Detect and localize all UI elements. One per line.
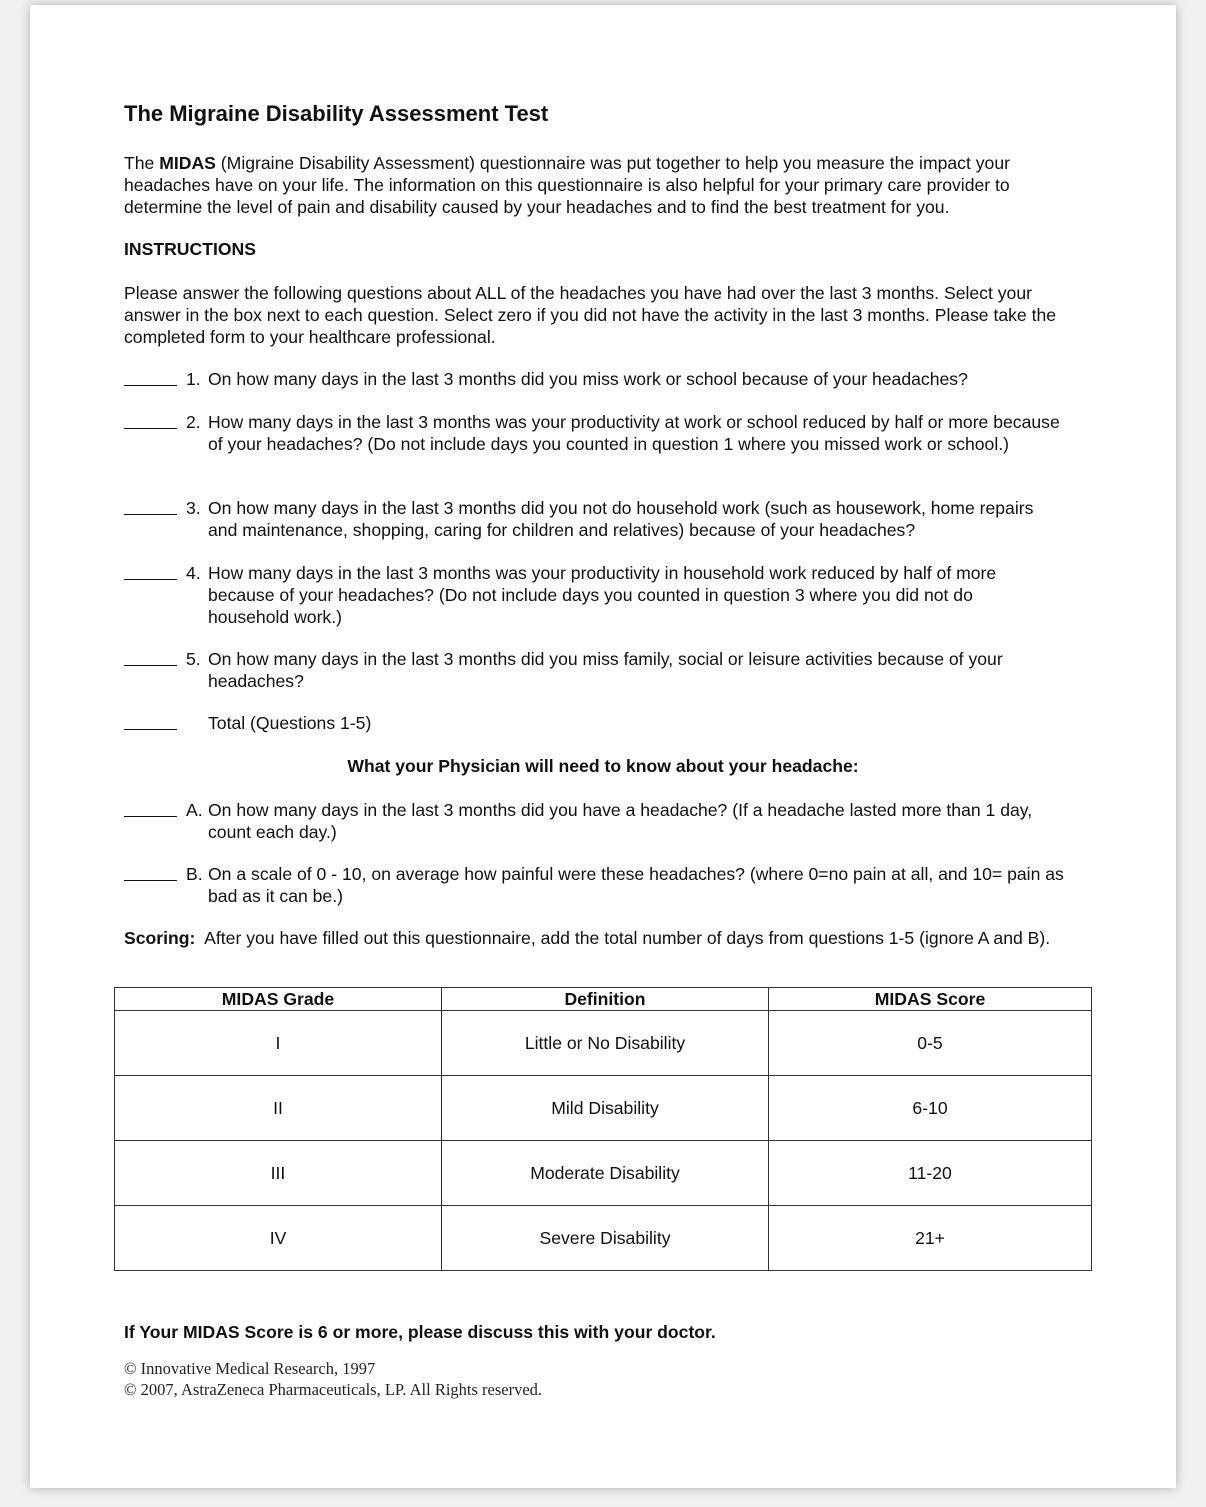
definition-cell: Mild Disability [442, 1076, 769, 1141]
table-row [115, 1141, 1092, 1206]
copyright-line: © 2007, AstraZeneca Pharmaceuticals, LP. All Rights reserved. [124, 1380, 543, 1399]
grade-cell: IV [115, 1206, 442, 1271]
scoring-label: Scoring: [124, 928, 196, 948]
question-number: 3. [186, 498, 201, 518]
question-text: On how many days in the last 3 months did you miss work or school because of your headaches? [208, 369, 968, 389]
physician-heading: What your Physician will need to know about your headache: [347, 756, 859, 776]
question-letter: A. [186, 800, 203, 820]
intro-paragraph [124, 153, 1084, 218]
question-number: 4. [186, 563, 201, 583]
question-text: On how many days in the last 3 months did you not do household work (such as housework, home repairs and maintenance, shopping, caring for children and relatives) because of your headaches? [208, 498, 1034, 540]
question-number: 5. [186, 649, 201, 669]
scoring-text: After you have filled out this questionnaire, add the total number of days from questions 1-5 (ignore A and B). [195, 928, 1051, 948]
scoring-paragraph [124, 928, 1064, 950]
question-letter: B. [186, 864, 203, 884]
intro-midas: MIDAS [159, 153, 216, 173]
definition-cell: Moderate Disability [442, 1141, 769, 1206]
intro-lead: The [124, 153, 160, 173]
question-text: On how many days in the last 3 months did you have a headache? (If a headache lasted more than 1 day, count each day.) [208, 800, 1033, 842]
question-text: On how many days in the last 3 months did you miss family, social or leisure activities because of your headaches? [208, 649, 1003, 691]
grade-cell: II [115, 1076, 442, 1141]
table-row [115, 1206, 1092, 1271]
table-row [115, 1076, 1092, 1141]
answer-blank[interactable] [124, 800, 177, 817]
answer-blank[interactable] [124, 369, 177, 386]
definition-cell: Severe Disability [442, 1206, 769, 1271]
midas-grade-table [114, 987, 1092, 1271]
question-text: How many days in the last 3 months was your productivity at work or school reduced by half or more because of your headaches? (Do not include days you counted in question 1 where you missed work or school.) [208, 412, 1060, 454]
instructions-text: Please answer the following questions about ALL of the headaches you have had over the last 3 months. Select your answer in the box next to each question. Select zero if you did not have the activity in the last 3 months. Please take the completed form to your healthcare professional. [124, 283, 1057, 347]
page-title: The Migraine Disability Assessment Test [124, 101, 549, 126]
grade-cell: III [115, 1141, 442, 1206]
table-header-row [115, 988, 1092, 1011]
score-cell: 0-5 [769, 1011, 1092, 1076]
header-midas-grade: MIDAS Grade [115, 988, 442, 1011]
score-cell: 11-20 [769, 1141, 1092, 1206]
total-label: Total (Questions 1-5) [208, 713, 372, 733]
answer-blank[interactable] [124, 649, 177, 666]
answer-blank[interactable] [124, 498, 177, 515]
question-number: 2. [186, 412, 201, 432]
score-cell: 6-10 [769, 1076, 1092, 1141]
question-text: How many days in the last 3 months was your productivity in household work reduced by half of more because of your headaches? (Do not include days you counted in question 3 where you did not do household work.) [208, 563, 997, 627]
copyright-line: © Innovative Medical Research, 1997 [124, 1359, 376, 1378]
doctor-advice: If Your MIDAS Score is 6 or more, please discuss this with your doctor. [124, 1322, 716, 1342]
score-cell: 21+ [769, 1206, 1092, 1271]
intro-rest: (Migraine Disability Assessment) questionnaire was put together to help you measure the impact your headaches have on your life. The information on this questionnaire is also helpful for your primary care provider to determine the level of pain and disability caused by your headaches and to find the best treatment for you. [124, 153, 1010, 217]
answer-blank[interactable] [124, 412, 177, 429]
grade-cell: I [115, 1011, 442, 1076]
answer-blank[interactable] [124, 563, 177, 580]
question-text: On a scale of 0 - 10, on average how painful were these headaches? (where 0=no pain at all, and 10= pain as bad as it can be.) [208, 864, 1064, 906]
instructions-heading: INSTRUCTIONS [124, 239, 256, 259]
answer-blank[interactable] [124, 864, 177, 881]
total-blank[interactable] [124, 713, 177, 730]
header-definition: Definition [442, 988, 769, 1011]
header-midas-score: MIDAS Score [769, 988, 1092, 1011]
question-number: 1. [186, 369, 201, 389]
document-page [30, 5, 1176, 1488]
definition-cell: Little or No Disability [442, 1011, 769, 1076]
table-row [115, 1011, 1092, 1076]
